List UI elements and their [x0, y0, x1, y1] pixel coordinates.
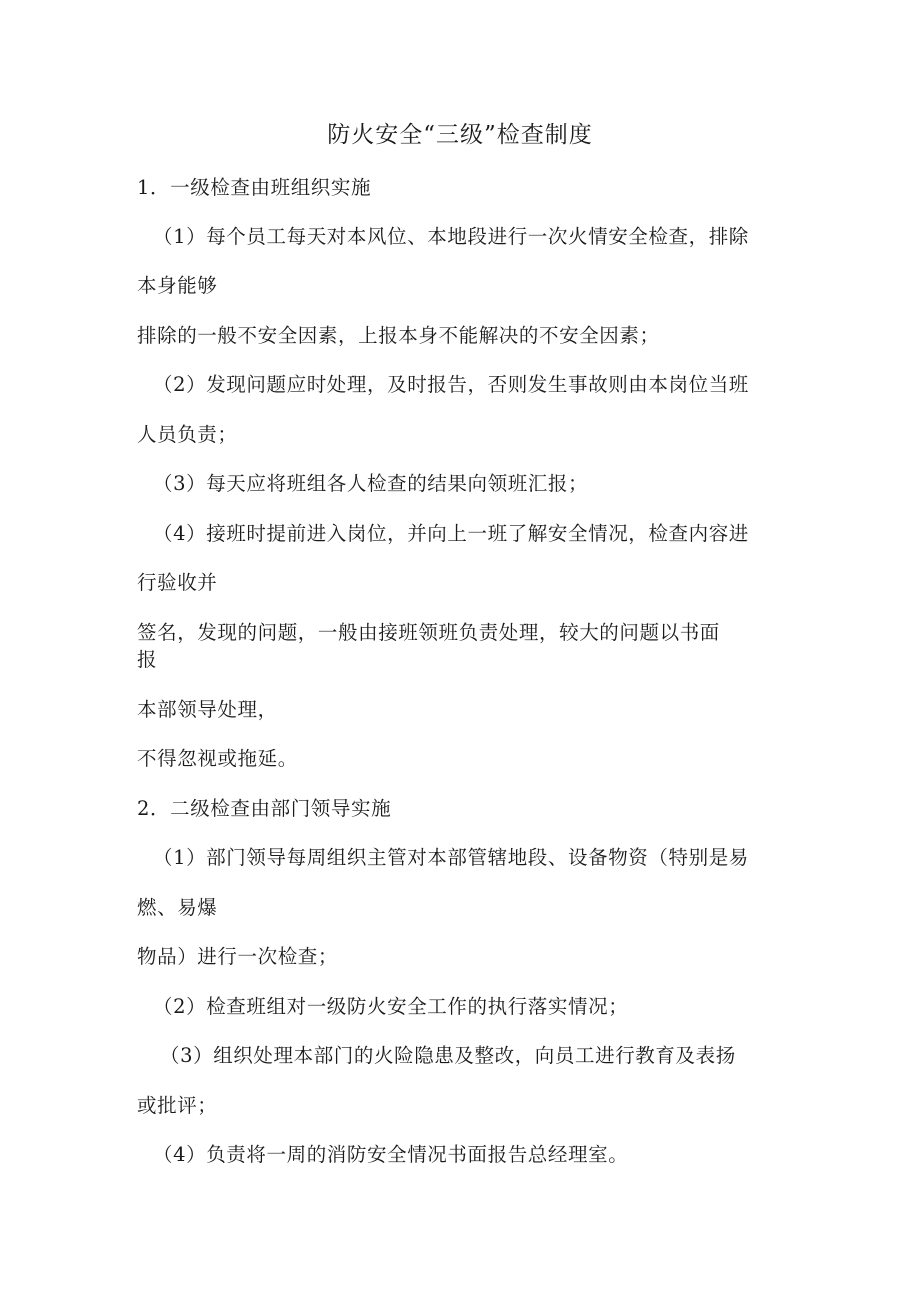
paragraph-line: 物品）进行一次检查； — [137, 945, 339, 968]
paragraph-line: （2）发现问题应时处理，及时报告，否则发生事故则由本岗位当班 — [153, 373, 749, 396]
paragraph-line: 行验收并 — [137, 571, 218, 594]
paragraph-line: 排除的一般不安全因素，上报本身不能解决的不安全因素； — [137, 324, 660, 347]
paragraph-line: （3）组织处理本部门的火险隐患及整改，向员工进行教育及表扬 — [160, 1044, 736, 1067]
paragraph-line: （1）每个员工每天对本风位、本地段进行一次火情安全检查，排除 — [153, 225, 749, 248]
paragraph-line: 燃、易爆 — [137, 896, 218, 919]
paragraph-line: （3）每天应将班组各人检查的结果向领班汇报； — [153, 472, 589, 495]
paragraph-line: 人员负责； — [137, 423, 238, 446]
section-heading-1: 1．一级检查由班组织实施 — [137, 176, 372, 199]
paragraph-line: 本身能够 — [137, 274, 218, 297]
paragraph-line: 不得忽视或拖延。 — [137, 747, 298, 770]
paragraph-line: 报 — [137, 648, 158, 671]
paragraph-line: （1）部门领导每周组织主管对本部管辖地段、设备物资（特别是易 — [153, 846, 749, 869]
paragraph-line: （4）接班时提前进入岗位，并向上一班了解安全情况，检查内容进 — [153, 522, 749, 545]
paragraph-line: 签名，发现的问题，一般由接班领班负责处理，较大的问题以书面 — [137, 621, 720, 644]
section-heading-2: 2．二级检查由部门领导实施 — [137, 797, 392, 820]
paragraph-line: （4）负责将一周的消防安全情况书面报告总经理室。 — [153, 1143, 629, 1166]
paragraph-line: 或批评； — [137, 1094, 218, 1117]
paragraph-line: （2）检查班组对一级防火安全工作的执行落实情况； — [153, 995, 629, 1018]
paragraph-line: 本部领导处理， — [137, 698, 278, 721]
document-title: 防火安全“三级”检查制度 — [327, 122, 593, 148]
